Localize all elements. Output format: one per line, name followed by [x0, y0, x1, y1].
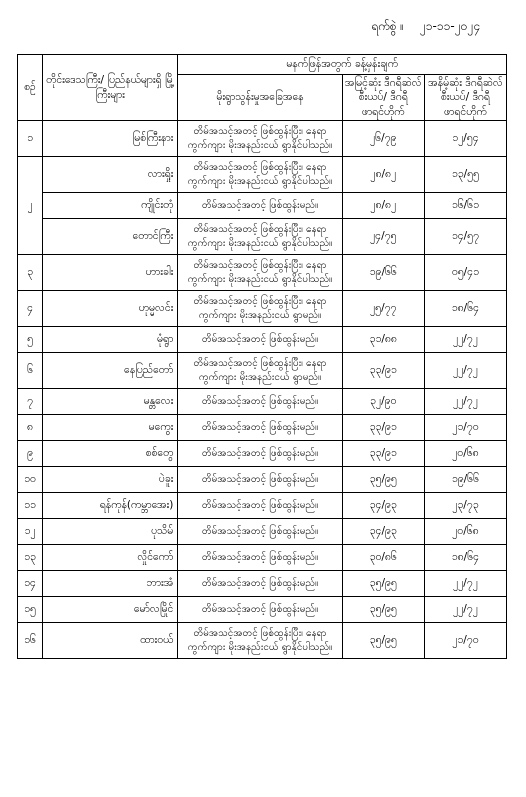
row-rainfall: တိမ်အသင့်အတင့် ဖြစ်ထွန်းပြီး၊ နေရာကွက်ကျား မိုးအနည်းငယ် ရွာမည်။: [178, 353, 342, 389]
row-no: ၃: [18, 255, 43, 291]
row-min-temp: ၂၀/၆၈: [424, 441, 506, 467]
row-city: မကွေး: [43, 415, 178, 441]
row-max-temp: ၁၉/၆၆: [342, 255, 424, 291]
row-min-temp: ၂၀/၆၈: [424, 519, 506, 545]
row-min-temp: ၂၁/၇၀: [424, 415, 506, 441]
row-min-temp: ၁၃/၅၅: [424, 157, 506, 193]
row-min-temp: ၁၈/၆၄: [424, 545, 506, 571]
table-row: [18, 597, 507, 623]
row-no: ၁၂: [18, 519, 43, 545]
row-no: ၁၄: [18, 571, 43, 597]
row-rainfall: တိမ်အသင့်အတင့် ဖြစ်ထွန်းမည်။: [178, 389, 342, 415]
row-min-temp: ၂၂/၇၂: [424, 327, 506, 353]
row-city: မန္တလေး: [43, 389, 178, 415]
row-rainfall: တိမ်အသင့်အတင့် ဖြစ်ထွန်းမည်။: [178, 415, 342, 441]
row-max-temp: ၂၈/၈၂: [342, 193, 424, 219]
header-min-temp: အနိမ့်ဆုံး ဒီဂရီဆဲလ်စီးယပ်/ ဒီဂရီဖာရင်ဟိုက်: [424, 75, 506, 121]
row-no: ၂: [18, 157, 43, 255]
row-min-temp: ၂၃/၇၃: [424, 493, 506, 519]
header-max-temp: အမြင့်ဆုံး ဒီဂရီဆဲလ်စီးယပ်/ ဒီဂရီဖာရင်ဟိုက်: [342, 75, 424, 121]
row-min-temp: ၁၄/၅၇: [424, 219, 506, 255]
row-rainfall: တိမ်အသင့်အတင့် ဖြစ်ထွန်းမည်။: [178, 441, 342, 467]
row-rainfall: တိမ်အသင့်အတင့် ဖြစ်ထွန်းမည်။: [178, 327, 342, 353]
row-max-temp: ၃၄/၉၃: [342, 519, 424, 545]
table-row: [18, 493, 507, 519]
table-row: [18, 327, 507, 353]
row-city: ဟုမ္မလင်း: [43, 291, 178, 327]
row-rainfall: တိမ်အသင့်အတင့် ဖြစ်ထွန်းပြီး၊ နေရာကွက်ကျား မိုးအနည်းငယ် ရွာမည်။: [178, 291, 342, 327]
row-no: ၄: [18, 291, 43, 327]
row-min-temp: ၁၈/၆၄: [424, 291, 506, 327]
row-city: ကျိုင်းတုံ: [43, 193, 178, 219]
header-region: တိုင်းဒေသကြီး/ ပြည်နယ်များရှိ မြို့ကြီးများ: [43, 55, 178, 121]
row-rainfall: တိမ်အသင့်အတင့် ဖြစ်ထွန်းမည်။: [178, 545, 342, 571]
table-row: [18, 193, 507, 219]
row-rainfall: တိမ်အသင့်အတင့် ဖြစ်ထွန်းမည်။: [178, 467, 342, 493]
row-no: ၉: [18, 441, 43, 467]
row-min-temp: ၁၂/၅၄: [424, 121, 506, 157]
row-rainfall: တိမ်အသင့်အတင့် ဖြစ်ထွန်းမည်။: [178, 193, 342, 219]
row-max-temp: ၂၄/၇၅: [342, 219, 424, 255]
row-city: ဘားအံ: [43, 571, 178, 597]
row-no: ၅: [18, 327, 43, 353]
row-max-temp: ၂၅/၇၇: [342, 291, 424, 327]
table-row: [18, 571, 507, 597]
table-row: [18, 623, 507, 659]
row-no: ၈: [18, 415, 43, 441]
row-city: ရန်ကုန်(ကမ္ဘာအေး): [43, 493, 178, 519]
row-no: ၁: [18, 121, 43, 157]
header-forecast-group: မနက်ဖြန်အတွက် ခန့်မှန်းချက်: [178, 55, 507, 75]
table-row: [18, 545, 507, 571]
row-max-temp: ၃၅/၉၅: [342, 597, 424, 623]
row-city: မုံရွာ: [43, 327, 178, 353]
table-row: [18, 219, 507, 255]
row-city: လားရှိုး: [43, 157, 178, 193]
forecast-table: [17, 54, 507, 659]
row-max-temp: ၂၈/၈၂: [342, 157, 424, 193]
row-no: ၁၁: [18, 493, 43, 519]
row-city: တောင်ကြီး: [43, 219, 178, 255]
row-no: ၁၆: [18, 623, 43, 659]
row-rainfall: တိမ်အသင့်အတင့် ဖြစ်ထွန်းမည်။: [178, 519, 342, 545]
row-max-temp: ၃၁/၈၈: [342, 327, 424, 353]
row-max-temp: ၃၅/၉၅: [342, 571, 424, 597]
table-row: [18, 519, 507, 545]
table-row: [18, 353, 507, 389]
row-rainfall: တိမ်အသင့်အတင့် ဖြစ်ထွန်းပြီး၊ နေရာကွက်ကျား မိုးအနည်းငယ် ရွာနိုင်ပါသည်။: [178, 157, 342, 193]
row-min-temp: ၂၂/၇၂: [424, 597, 506, 623]
row-max-temp: ၃၂/၉၀: [342, 389, 424, 415]
table-row: [18, 415, 507, 441]
row-max-temp: ၃၃/၉၁: [342, 353, 424, 389]
row-min-temp: ၂၂/၇၂: [424, 389, 506, 415]
row-rainfall: တိမ်အသင့်အတင့် ဖြစ်ထွန်းမည်။: [178, 571, 342, 597]
row-rainfall: တိမ်အသင့်အတင့် ဖြစ်ထွန်းပြီး၊ နေရာကွက်ကျား မိုးအနည်းငယ် ရွာနိုင်ပါသည်။: [178, 121, 342, 157]
row-min-temp: ၂၂/၇၂: [424, 353, 506, 389]
row-no: ၆: [18, 353, 43, 389]
row-city: ထားဝယ်: [43, 623, 178, 659]
table-row: [18, 389, 507, 415]
date-label: ရက်စွဲ ။: [371, 19, 404, 33]
row-no: ၁၀: [18, 467, 43, 493]
row-max-temp: ၃၃/၉၁: [342, 415, 424, 441]
row-city: နေပြည်တော်: [43, 353, 178, 389]
row-rainfall: တိမ်အသင့်အတင့် ဖြစ်ထွန်းပြီး၊ နေရာကွက်ကျား မိုးအနည်းငယ် ရွာနိုင်ပါသည်။: [178, 219, 342, 255]
row-rainfall: တိမ်အသင့်အတင့် ဖြစ်ထွန်းမည်။: [178, 493, 342, 519]
header-no: စဉ်: [18, 55, 43, 121]
row-min-temp: ၂၁/၇၀: [424, 623, 506, 659]
row-city: ဟားခါး: [43, 255, 178, 291]
table-row: [18, 157, 507, 193]
row-max-temp: ၃၅/၉၅: [342, 467, 424, 493]
table-row: [18, 291, 507, 327]
table-row: [18, 467, 507, 493]
row-city: စစ်တွေ: [43, 441, 178, 467]
table-row: [18, 121, 507, 157]
row-city: ပဲခူး: [43, 467, 178, 493]
header-rainfall: မိုးရွာသွန်းမှုအခြေအနေ: [178, 75, 342, 121]
table-row: [18, 255, 507, 291]
row-rainfall: တိမ်အသင့်အတင့် ဖြစ်ထွန်းပြီး၊ နေရာကွက်ကျား မိုးအနည်းငယ် ရွာနိုင်ပါသည်။: [178, 623, 342, 659]
row-city: ပုသိမ်: [43, 519, 178, 545]
row-min-temp: ၁၆/၆၁: [424, 193, 506, 219]
row-city: မြစ်ကြီးနား: [43, 121, 178, 157]
row-min-temp: ၁၉/၆၆: [424, 467, 506, 493]
row-min-temp: ၀၅/၄၁: [424, 255, 506, 291]
row-no: ၇: [18, 389, 43, 415]
row-no: ၁၃: [18, 545, 43, 571]
date-value: ၂၁-၁၁-၂၀၂၄: [419, 19, 480, 33]
row-city: မော်လမြိုင်: [43, 597, 178, 623]
table-row: [18, 441, 507, 467]
row-no: ၁၅: [18, 597, 43, 623]
date-line: [0, 18, 480, 36]
row-max-temp: ၃၄/၉၃: [342, 493, 424, 519]
row-max-temp: ၂၆/၇၉: [342, 121, 424, 157]
row-rainfall: တိမ်အသင့်အတင့် ဖြစ်ထွန်းမည်။: [178, 597, 342, 623]
row-min-temp: ၂၂/၇၂: [424, 571, 506, 597]
row-max-temp: ၃၃/၉၁: [342, 441, 424, 467]
row-city: လှိုင်ကော်: [43, 545, 178, 571]
row-max-temp: ၃၀/၈၆: [342, 545, 424, 571]
row-rainfall: တိမ်အသင့်အတင့် ဖြစ်ထွန်းပြီး၊ နေရာကွက်ကျား မိုးအနည်းငယ် ရွာနိုင်ပါသည်။: [178, 255, 342, 291]
row-max-temp: ၃၅/၉၅: [342, 623, 424, 659]
